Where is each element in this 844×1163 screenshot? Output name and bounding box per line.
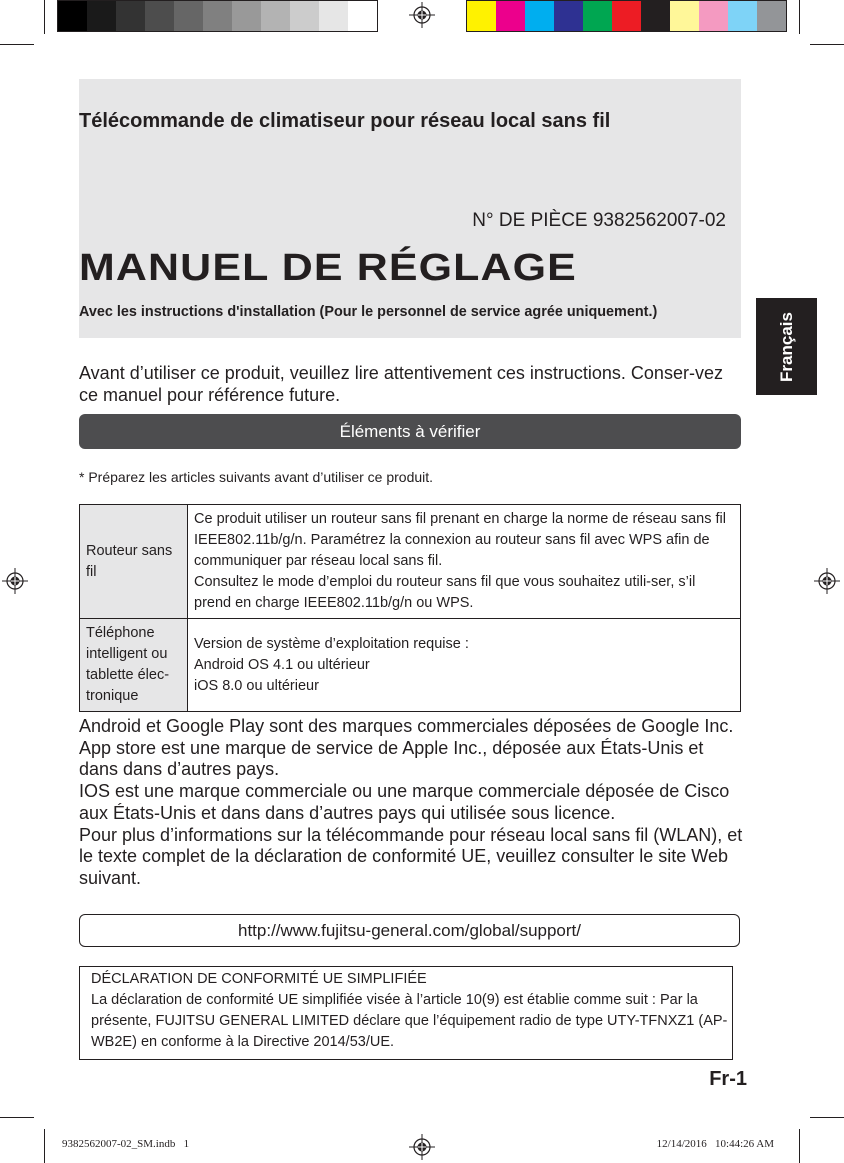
crop-mark bbox=[0, 1117, 34, 1118]
color-swatch bbox=[583, 1, 612, 31]
gray-swatch bbox=[232, 1, 261, 31]
table-row bbox=[80, 619, 741, 712]
requirement-label: Routeur sans fil bbox=[80, 505, 188, 619]
crop-mark bbox=[799, 1129, 800, 1163]
manual-title: MANUEL DE RÉGLAGE bbox=[79, 247, 577, 289]
requirements-table bbox=[79, 504, 741, 712]
preparation-note: * Préparez les articles suivants avant d’utiliser ce produit. bbox=[79, 469, 434, 485]
language-tab-label: Français bbox=[776, 311, 796, 382]
color-swatch bbox=[554, 1, 583, 31]
page-number: Fr-1 bbox=[709, 1068, 747, 1090]
color-swatch bbox=[496, 1, 525, 31]
color-swatch bbox=[641, 1, 670, 31]
color-swatch bbox=[612, 1, 641, 31]
crop-mark bbox=[810, 44, 844, 45]
trademark-notices bbox=[79, 716, 744, 890]
crop-mark bbox=[44, 1129, 45, 1163]
registration-crosshair-icon bbox=[814, 568, 840, 594]
requirement-description bbox=[188, 505, 741, 619]
crop-mark bbox=[44, 0, 45, 34]
description-line: Ce produit utiliser un routeur sans fil prenant en charge la norme de réseau sans fil IEEE802.11b/g/n. Paramétrez la connexion au routeur sans fil avec WPS afin de communiquer par réseau local sans fil. bbox=[194, 511, 726, 569]
declaration-box bbox=[79, 966, 733, 1060]
crop-mark bbox=[799, 0, 800, 34]
description-line: Android OS 4.1 ou ultérieur bbox=[194, 656, 370, 673]
description-line: Version de système d’exploitation requise : bbox=[194, 635, 469, 652]
part-number: N° DE PIÈCE 9382562007-02 bbox=[472, 210, 726, 231]
description-line: Consultez le mode d’emploi du routeur sans fil que vous souhaitez utili-ser, s’il prend en charge IEEE802.11b/g/n ou WPS. bbox=[194, 574, 696, 611]
trademark-paragraph: IOS est une marque commerciale ou une marque commerciale déposée de Cisco aux États-Unis et dans dans d’autres pays qui utilisée sous licence. bbox=[79, 781, 730, 823]
declaration-title: DÉCLARATION DE CONFORMITÉ UE SIMPLIFIÉE bbox=[91, 971, 427, 987]
gray-swatch bbox=[174, 1, 203, 31]
slug-timestamp: 12/14/2016 10:44:26 AM bbox=[656, 1138, 774, 1150]
color-swatch bbox=[525, 1, 554, 31]
support-url-link[interactable]: http://www.fujitsu-general.com/global/support/ bbox=[79, 914, 740, 947]
trademark-paragraph: App store est une marque de service de Apple Inc., déposée aux États-Unis et dans dans d’autres pays. bbox=[79, 737, 704, 780]
declaration-body: La déclaration de conformité UE simplifiée visée à l’article 10(9) est établie comme suit : Par la présente, FUJITSU GENERAL LIMITED déclare que l’équipement radio de type UTY-TFNXZ1 (AP-WB2E) en conforme à la Directive 2014/53/UE. bbox=[91, 992, 728, 1050]
section-heading: Éléments à vérifier bbox=[79, 414, 741, 449]
intro-paragraph: Avant d’utiliser ce produit, veuillez lire attentivement ces instructions. Conser-vez ce manuel pour référence future. bbox=[79, 363, 723, 405]
manual-subtitle: Avec les instructions d'installation (Pour le personnel de service agrée uniquement.) bbox=[79, 303, 658, 320]
registration-crosshair-icon bbox=[2, 568, 28, 594]
gray-swatch bbox=[203, 1, 232, 31]
color-swatch bbox=[467, 1, 496, 31]
color-swatch bbox=[699, 1, 728, 31]
gray-swatch bbox=[348, 1, 377, 31]
trademark-paragraph: Android et Google Play sont des marques commerciales déposées de Google Inc. bbox=[79, 716, 734, 736]
crop-mark bbox=[0, 44, 34, 45]
gray-swatch bbox=[261, 1, 290, 31]
trademark-paragraph: Pour plus d’informations sur la télécommande pour réseau local sans fil (WLAN), et le texte complet de la déclaration de conformité UE, veuillez consulter le site Web suivant. bbox=[79, 824, 743, 888]
slug-file-info: 9382562007-02_SM.indb 1 bbox=[62, 1138, 190, 1150]
gray-swatch bbox=[290, 1, 319, 31]
gray-swatch bbox=[145, 1, 174, 31]
registration-crosshair-icon bbox=[409, 2, 435, 28]
table-row bbox=[80, 505, 741, 619]
gray-swatch bbox=[116, 1, 145, 31]
process-color-bar bbox=[466, 0, 787, 32]
language-tab bbox=[756, 298, 817, 395]
grayscale-color-bar bbox=[57, 0, 378, 32]
gray-swatch bbox=[87, 1, 116, 31]
color-swatch bbox=[757, 1, 786, 31]
crop-mark bbox=[810, 1117, 844, 1118]
product-title: Télécommande de climatiseur pour réseau local sans fil bbox=[79, 110, 611, 132]
requirement-description bbox=[188, 619, 741, 712]
gray-swatch bbox=[58, 1, 87, 31]
gray-swatch bbox=[319, 1, 348, 31]
color-swatch bbox=[670, 1, 699, 31]
description-line: iOS 8.0 ou ultérieur bbox=[194, 677, 319, 694]
requirement-label: Téléphone intelligent ou tablette élec-tronique bbox=[80, 619, 188, 712]
registration-crosshair-icon bbox=[409, 1134, 435, 1160]
color-swatch bbox=[728, 1, 757, 31]
